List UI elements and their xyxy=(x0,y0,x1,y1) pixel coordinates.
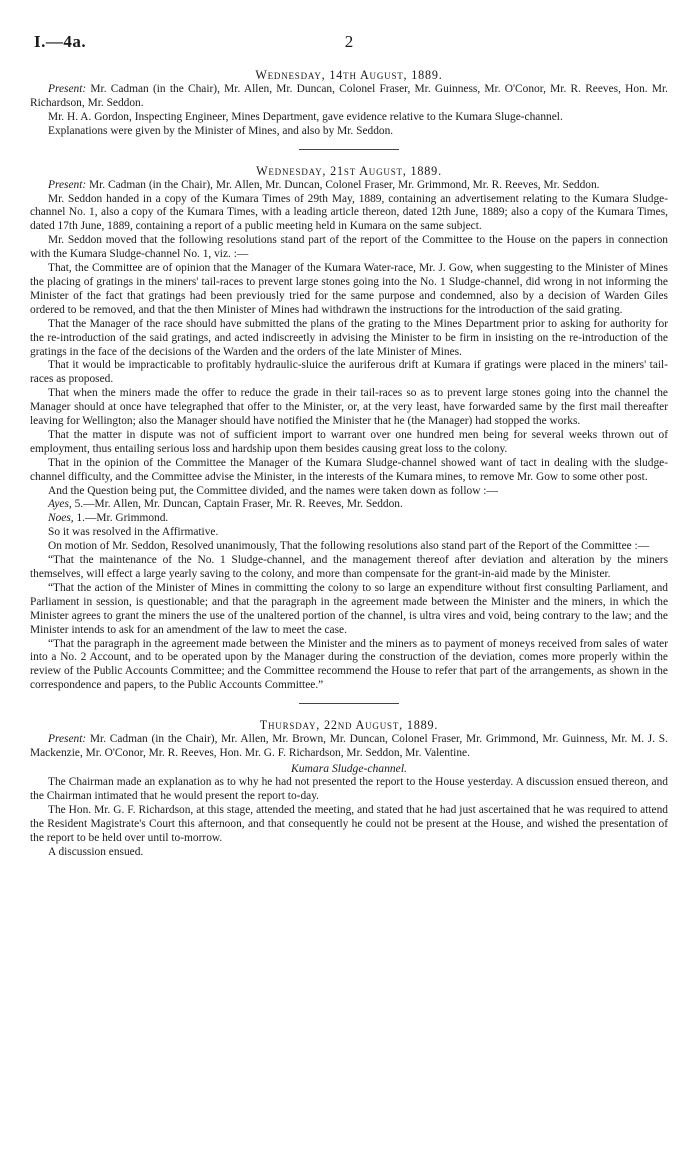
section-divider xyxy=(299,149,399,150)
division-paragraph: And the Question being put, the Committee divided, and the names were taken down as follow :— xyxy=(48,484,498,497)
attendance-paragraph xyxy=(30,179,668,193)
minutes-paragraph: So it was resolved in the Affirmative. xyxy=(48,526,219,539)
ayes-label: Ayes, xyxy=(48,498,72,511)
ayes-line xyxy=(30,498,668,512)
resolution-paragraph: That the Manager of the race should have submitted the plans of the grating to the Mines Department prior to asking for authority for the re-introduction of the said gratings, and acted indiscreetly in advising the Minister to be firm in insisting on the re-introduction of the gratings in the face of the decisions of the Warden and the orders of the late Minister of Mines. xyxy=(30,317,668,358)
attendance-paragraph xyxy=(30,83,668,111)
resolution-paragraph: That, the Committee are of opinion that the Manager of the Kumara Water-race, Mr. J. Gow, when suggesting to the Minister of Mines the placing of gratings in the miners' tail-races to prevent large stones going into the No. 1 Sludge-channel, did wrong in not informing the Minister of the fact that gratings had been previously tried for the same purpose and condemned, also by a decision of Warden Giles ordered to be removed, and that the then Minister of Mines had withdrawn the instructions for the introduction of the said grating. xyxy=(30,262,668,316)
meeting-date: Wednesday, 14th August, 1889. xyxy=(255,68,443,82)
subject-subheading: Kumara Sludge-channel. xyxy=(291,761,407,775)
resolution-paragraph: That the matter in dispute was not of sufficient import to warrant over one hundred men being for several weeks thrown out of employment, thus entailing serious loss and hardship upon them besides causing great loss to the colony. xyxy=(30,428,668,455)
minutes-paragraph: The Chairman made an explanation as to why he had not presented the report to the House yesterday. A discussion ensued thereon, and the Chairman intimated that he would present the report to-day. xyxy=(30,775,668,802)
minutes-section xyxy=(30,164,668,705)
meeting-date: Wednesday, 21st August, 1889. xyxy=(256,163,442,178)
attendance-text: Mr. Cadman (in the Chair), Mr. Allen, Mr. Brown, Mr. Duncan, Colonel Fraser, Mr. Grimmond, Mr. Guinness, Mr. M. J. S. Mackenzie, Mr. O'Conor, Mr. R. Reeves, Hon. Mr. G. F. Richardson, Mr. Seddon, Mr. Valentine. xyxy=(30,733,668,760)
minutes-paragraph: Mr. H. A. Gordon, Inspecting Engineer, Mines Department, gave evidence relative to the Kumara Sluge-channel. xyxy=(48,110,563,123)
noes-text: 1.—Mr. Grimmond. xyxy=(73,512,169,525)
running-head xyxy=(30,28,668,54)
document-reference: I.—4a. xyxy=(34,32,87,51)
resolution-paragraph: That it would be impracticable to profitably hydraulic-sluice the auriferous drift at Kumara if gratings were placed in the miners' tail-races as proposed. xyxy=(30,359,668,386)
minutes-paragraph: Mr. Seddon handed in a copy of the Kumara Times of 29th May, 1889, containing an advertisement relating to the Kumara Sludge-channel No. 1, also a copy of the Kumara Times, with a leading article thereon, dated 12th June, 1889; also a copy of the Kumara Times, dated 17th June, 1889, containing a report of a public meeting held in Kumara on the same subject. xyxy=(30,192,668,233)
attendance-text: Mr. Cadman (in the Chair), Mr. Allen, Mr. Duncan, Colonel Fraser, Mr. Guinness, Mr. O'Conor, Mr. R. Reeves, Hon. Mr. Richardson, Mr. Seddon. xyxy=(30,83,668,109)
quoted-resolution: “That the action of the Minister of Mines in committing the colony to so large an expenditure without first consulting Parliament, and Parliament in session, is questionable; and that the paragraph in the agreement made between the Minister and the miners, in which the Minister agrees to grant the miners the use of the unaltered portion of the channel, is ultra vires and void, being contrary to the law; and the Minister intends to ask for an amendment of the law to meet the case. xyxy=(30,581,668,636)
minutes-paragraph: Mr. Seddon moved that the following resolutions stand part of the report of the Committee to the House on the papers in connection with the Kumara Sludge-channel No. 1, viz. :— xyxy=(30,234,668,261)
quoted-resolution: “That the paragraph in the agreement made between the Minister and the miners as to payment of moneys received from sales of water into a No. 2 Account, and to be operated upon by the Manager during the construction of the deviation, comes more properly within the review of the Public Accounts Committee; and the Committee recommend the House to refer that part of the arrangements, as shown in the correspondence and papers, to the Public Accounts Committee.” xyxy=(30,637,668,692)
attendance-paragraph xyxy=(30,733,668,761)
ayes-text: 5.—Mr. Allen, Mr. Duncan, Captain Fraser, Mr. R. Reeves, Mr. Seddon. xyxy=(71,498,403,511)
page-number: 2 xyxy=(344,32,354,51)
resolution-paragraph: That when the miners made the offer to reduce the grade in their tail-races so as to prevent large stones going into the channel the Manager should at once have telegraphed that offer to the Minister, or, at the very least, have forwarded same by the first mail thereafter leaving for Wellington; also the Manager should have notified the Minister that he (the Manager) had stopped the works. xyxy=(30,387,668,428)
present-label: Present: xyxy=(48,733,87,746)
minutes-section xyxy=(30,718,668,859)
meeting-date: Thursday, 22nd August, 1889. xyxy=(259,718,439,733)
attendance-text: Mr. Cadman (in the Chair), Mr. Allen, Mr. Duncan, Colonel Fraser, Mr. Grimmond, Mr. R. Reeves, Mr. Seddon. xyxy=(86,178,600,191)
quoted-resolution: “That the maintenance of the No. 1 Sludge-channel, and the management thereof after deviation and alteration by the miners themselves, will effect a large yearly saving to the colony, and more than compensate for the grant-in-aid made by the Minister. xyxy=(30,554,668,580)
minutes-paragraph: A discussion ensued. xyxy=(48,845,144,858)
noes-line xyxy=(30,512,668,526)
minutes-section xyxy=(30,68,668,150)
motion-paragraph: On motion of Mr. Seddon, Resolved unanimously, That the following resolutions also stand part of the Report of the Committee :— xyxy=(48,540,650,553)
minutes-paragraph: Explanations were given by the Minister of Mines, and also by Mr. Seddon. xyxy=(48,124,394,137)
document-page xyxy=(30,28,668,859)
present-label: Present: xyxy=(48,83,87,95)
present-label: Present: xyxy=(48,178,87,191)
noes-label: Noes, xyxy=(48,512,74,525)
resolution-paragraph: That in the opinion of the Committee the Manager of the Kumara Sludge-channel showed want of tact in dealing with the sludge-channel difficulty, and the Committee advise the Minister, in the interests of the Kumara mines, to remove Mr. Gow to some other post. xyxy=(30,456,668,483)
minutes-paragraph: The Hon. Mr. G. F. Richardson, at this stage, attended the meeting, and stated that he had just ascertained that he was required to attend the Resident Magistrate's Court this afternoon, and that consequently he could not be present at the House, and wished the presentation of the report to be held over until to-morrow. xyxy=(30,803,668,844)
section-divider xyxy=(299,703,399,704)
